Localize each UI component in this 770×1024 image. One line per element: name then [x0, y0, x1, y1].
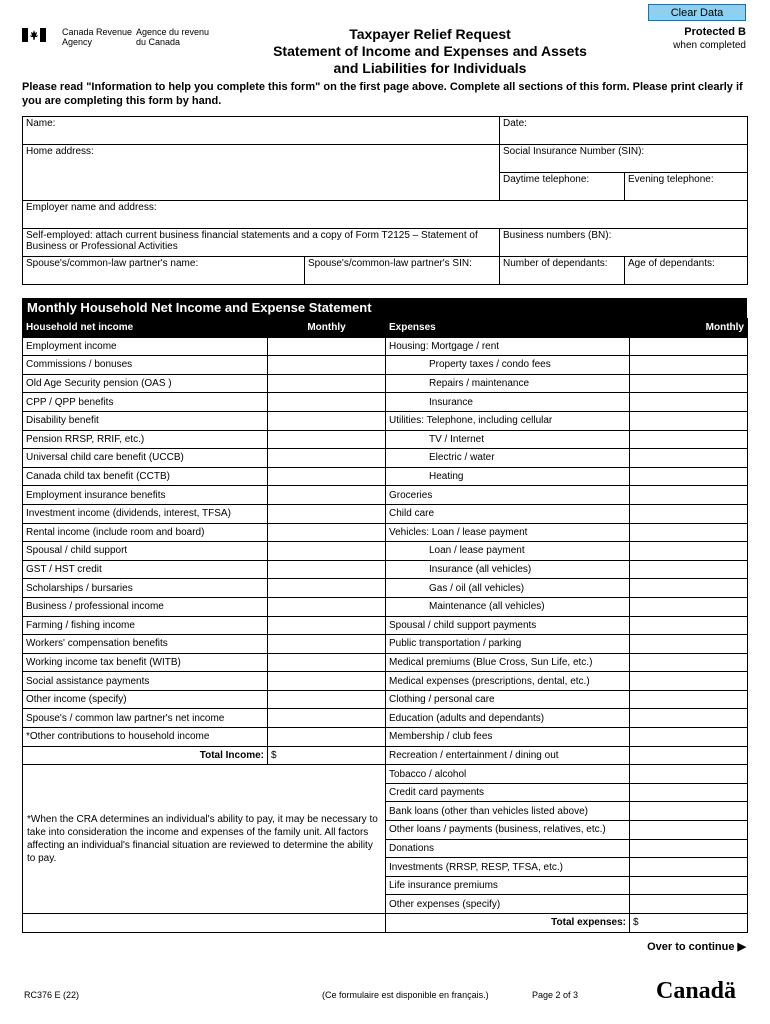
expense-amount-field[interactable] — [630, 802, 748, 821]
expense-amount-field[interactable] — [630, 374, 748, 393]
table-row — [23, 356, 748, 375]
income-item-label: Pension RRSP, RRIF, etc.) — [23, 430, 268, 449]
expense-amount-field[interactable] — [630, 337, 748, 356]
expense-amount-field[interactable] — [630, 895, 748, 914]
income-expense-table — [22, 318, 748, 933]
income-amount-field[interactable] — [268, 430, 386, 449]
government-logo — [22, 28, 46, 46]
expense-amount-field[interactable] — [630, 616, 748, 635]
expense-amount-field[interactable] — [630, 467, 748, 486]
expense-item-label: Life insurance premiums — [386, 876, 630, 895]
total-expenses-label: Total expenses: — [386, 914, 630, 933]
expense-item-label: Donations — [386, 839, 630, 858]
expense-item-label: Electric / water — [386, 449, 630, 468]
expense-item-label: Insurance (all vehicles) — [386, 560, 630, 579]
table-row — [23, 728, 748, 747]
page-number: Page 2 of 3 — [532, 990, 579, 1000]
expense-amount-field[interactable] — [630, 690, 748, 709]
income-amount-field[interactable] — [268, 374, 386, 393]
expense-item-label: Recreation / entertainment / dining out — [386, 746, 630, 765]
table-row — [23, 393, 748, 412]
expense-amount-field[interactable] — [630, 839, 748, 858]
expense-amount-field[interactable] — [630, 560, 748, 579]
table-row — [23, 746, 748, 765]
evening-phone-field[interactable]: Evening telephone: — [625, 173, 748, 201]
expense-amount-field[interactable] — [630, 635, 748, 654]
expense-item-label: Property taxes / condo fees — [386, 356, 630, 375]
expense-amount-field[interactable] — [630, 542, 748, 561]
income-amount-field[interactable] — [268, 504, 386, 523]
expense-item-label: Housing: Mortgage / rent — [386, 337, 630, 356]
expense-amount-field[interactable] — [630, 672, 748, 691]
income-item-label: Spousal / child support — [23, 542, 268, 561]
table-row — [23, 542, 748, 561]
table-row — [23, 504, 748, 523]
expense-item-label: Child care — [386, 504, 630, 523]
expense-item-label: Insurance — [386, 393, 630, 412]
table-row — [23, 337, 748, 356]
expense-amount-field[interactable] — [630, 486, 748, 505]
income-item-label: CPP / QPP benefits — [23, 393, 268, 412]
expense-item-label: Maintenance (all vehicles) — [386, 597, 630, 616]
income-amount-field[interactable] — [268, 672, 386, 691]
table-row — [23, 579, 748, 598]
income-amount-field[interactable] — [268, 411, 386, 430]
footnote: *When the CRA determines an individual's ability to pay, it may be necessary to take into consideration the income and expenses of the family unit. All factors affecting an individual's financial situation are reviewed to determine the ability to pay. — [23, 765, 386, 914]
expense-item-label: Clothing / personal care — [386, 690, 630, 709]
income-item-label: Employment income — [23, 337, 268, 356]
personal-info-table — [22, 116, 748, 285]
expense-item-label: Loan / lease payment — [386, 542, 630, 561]
table-row — [23, 467, 748, 486]
expense-amount-field[interactable] — [630, 356, 748, 375]
daytime-phone-field[interactable]: Daytime telephone: — [500, 173, 625, 201]
income-amount-field[interactable] — [268, 616, 386, 635]
employer-field[interactable]: Employer name and address: — [23, 201, 748, 229]
table-row — [23, 523, 748, 542]
expense-amount-field[interactable] — [630, 393, 748, 412]
expense-item-label: Investments (RRSP, RESP, TFSA, etc.) — [386, 858, 630, 877]
expense-amount-field[interactable] — [630, 579, 748, 598]
french-notice: (Ce formulaire est disponible en français.) — [322, 990, 489, 1000]
income-item-label: Business / professional income — [23, 597, 268, 616]
income-item-label: Working income tax benefit (WITB) — [23, 653, 268, 672]
income-item-label: Investment income (dividends, interest, TFSA) — [23, 504, 268, 523]
table-row — [23, 709, 748, 728]
self-employed-field[interactable]: Self-employed: attach current business financial statements and a copy of Form T2125 – Statement of Business or Professional Activities — [23, 229, 500, 257]
expense-item-label: TV / Internet — [386, 430, 630, 449]
instructions: Please read "Information to help you complete this form" on the first page above. Complete all sections of this form. Please print clearly if you are completing this form by hand. — [22, 81, 743, 107]
expense-amount-field[interactable] — [630, 746, 748, 765]
expense-amount-field[interactable] — [630, 411, 748, 430]
expense-amount-field[interactable] — [630, 783, 748, 802]
date-field[interactable]: Date: — [500, 117, 748, 145]
table-row — [23, 653, 748, 672]
income-item-label: Canada child tax benefit (CCTB) — [23, 467, 268, 486]
expense-amount-field[interactable] — [630, 597, 748, 616]
income-item-label: Disability benefit — [23, 411, 268, 430]
expense-item-label: Spousal / child support payments — [386, 616, 630, 635]
sin-field[interactable]: Social Insurance Number (SIN): — [500, 145, 748, 173]
expense-amount-field[interactable] — [630, 765, 748, 784]
income-amount-field[interactable] — [268, 597, 386, 616]
income-amount-field[interactable] — [268, 728, 386, 747]
income-item-label: Other income (specify) — [23, 690, 268, 709]
table-row — [23, 635, 748, 654]
expense-amount-field[interactable] — [630, 858, 748, 877]
business-numbers-field[interactable]: Business numbers (BN): — [500, 229, 748, 257]
income-amount-field[interactable] — [268, 709, 386, 728]
income-amount-field[interactable] — [268, 690, 386, 709]
table-row — [23, 486, 748, 505]
income-amount-field[interactable] — [268, 356, 386, 375]
name-field[interactable]: Name: — [23, 117, 500, 145]
income-item-label: Universal child care benefit (UCCB) — [23, 449, 268, 468]
blank-cell — [23, 914, 386, 933]
expense-amount-field[interactable] — [630, 523, 748, 542]
clear-data-button[interactable]: Clear Data — [648, 4, 746, 21]
expenses-monthly-header: Monthly — [630, 319, 748, 338]
expense-item-label: Medical premiums (Blue Cross, Sun Life, etc.) — [386, 653, 630, 672]
expense-amount-field[interactable] — [630, 449, 748, 468]
expense-item-label: Medical expenses (prescriptions, dental, etc.) — [386, 672, 630, 691]
statement-title: Monthly Household Net Income and Expense Statement — [22, 298, 747, 318]
expense-item-label: Vehicles: Loan / lease payment — [386, 523, 630, 542]
income-item-label: Social assistance payments — [23, 672, 268, 691]
income-column-header: Household net income — [23, 319, 268, 338]
income-amount-field[interactable] — [268, 579, 386, 598]
expense-item-label: Heating — [386, 467, 630, 486]
expense-item-label: Education (adults and dependants) — [386, 709, 630, 728]
table-row — [23, 597, 748, 616]
home-address-field[interactable]: Home address: — [23, 145, 500, 201]
form-title: Taxpayer Relief Request Statement of Income and Expenses and Assets and Liabilities for Individuals — [273, 26, 587, 76]
income-item-label: Rental income (include room and board) — [23, 523, 268, 542]
form-code: RC376 E (22) — [24, 990, 80, 1000]
expense-item-label: Tobacco / alcohol — [386, 765, 630, 784]
income-item-label: Spouse's / common law partner's net income — [23, 709, 268, 728]
expenses-column-header: Expenses — [386, 319, 630, 338]
table-row — [23, 374, 748, 393]
total-income-label: Total Income: — [23, 746, 268, 765]
dept-name-en: Canada Revenue Agency — [62, 27, 133, 47]
table-row — [23, 765, 748, 784]
income-item-label: Commissions / bonuses — [23, 356, 268, 375]
expense-amount-field[interactable] — [630, 504, 748, 523]
over-to-continue: Over to continue ▶ — [647, 941, 746, 953]
dept-name-fr: Agence du revenu du Canada — [136, 27, 210, 47]
income-amount-field[interactable] — [268, 467, 386, 486]
total-income-field[interactable]: $ — [268, 746, 386, 765]
income-amount-field[interactable] — [268, 653, 386, 672]
expense-amount-field[interactable] — [630, 821, 748, 840]
table-row — [23, 914, 748, 933]
canada-wordmark: Canadä — [656, 978, 737, 1004]
income-item-label: Farming / fishing income — [23, 616, 268, 635]
expense-item-label: Public transportation / parking — [386, 635, 630, 654]
income-monthly-header: Monthly — [268, 319, 386, 338]
income-amount-field[interactable] — [268, 635, 386, 654]
expense-item-label: Other expenses (specify) — [386, 895, 630, 914]
table-row — [23, 411, 748, 430]
table-row — [23, 430, 748, 449]
table-row — [23, 560, 748, 579]
income-item-label: Workers' compensation benefits — [23, 635, 268, 654]
protected-label: Protected B when completed — [673, 26, 746, 51]
canada-flag-icon — [22, 28, 46, 42]
income-amount-field[interactable] — [268, 337, 386, 356]
spouse-sin-field[interactable]: Spouse's/common-law partner's SIN: — [305, 257, 500, 285]
expense-item-label: Repairs / maintenance — [386, 374, 630, 393]
expense-item-label: Credit card payments — [386, 783, 630, 802]
expense-item-label: Groceries — [386, 486, 630, 505]
table-row — [23, 690, 748, 709]
income-amount-field[interactable] — [268, 393, 386, 412]
income-amount-field[interactable] — [268, 560, 386, 579]
expense-amount-field[interactable] — [630, 728, 748, 747]
expense-amount-field[interactable] — [630, 876, 748, 895]
income-item-label: Old Age Security pension (OAS ) — [23, 374, 268, 393]
expense-amount-field[interactable] — [630, 709, 748, 728]
income-item-label: Scholarships / bursaries — [23, 579, 268, 598]
expense-item-label: Membership / club fees — [386, 728, 630, 747]
table-row — [23, 449, 748, 468]
dependants-field[interactable]: Number of dependants: — [500, 257, 625, 285]
table-row — [23, 672, 748, 691]
expense-amount-field[interactable] — [630, 653, 748, 672]
income-amount-field[interactable] — [268, 449, 386, 468]
age-dependants-field[interactable]: Age of dependants: — [625, 257, 748, 285]
expense-item-label: Other loans / payments (business, relatives, etc.) — [386, 821, 630, 840]
income-amount-field[interactable] — [268, 542, 386, 561]
expense-item-label: Bank loans (other than vehicles listed above) — [386, 802, 630, 821]
table-row — [23, 616, 748, 635]
income-item-label: Employment insurance benefits — [23, 486, 268, 505]
income-amount-field[interactable] — [268, 486, 386, 505]
expense-amount-field[interactable] — [630, 430, 748, 449]
income-item-label: *Other contributions to household income — [23, 728, 268, 747]
expense-item-label: Gas / oil (all vehicles) — [386, 579, 630, 598]
total-expenses-field[interactable]: $ — [630, 914, 748, 933]
expense-item-label: Utilities: Telephone, including cellular — [386, 411, 630, 430]
income-item-label: GST / HST credit — [23, 560, 268, 579]
income-amount-field[interactable] — [268, 523, 386, 542]
spouse-name-field[interactable]: Spouse's/common-law partner's name: — [23, 257, 305, 285]
